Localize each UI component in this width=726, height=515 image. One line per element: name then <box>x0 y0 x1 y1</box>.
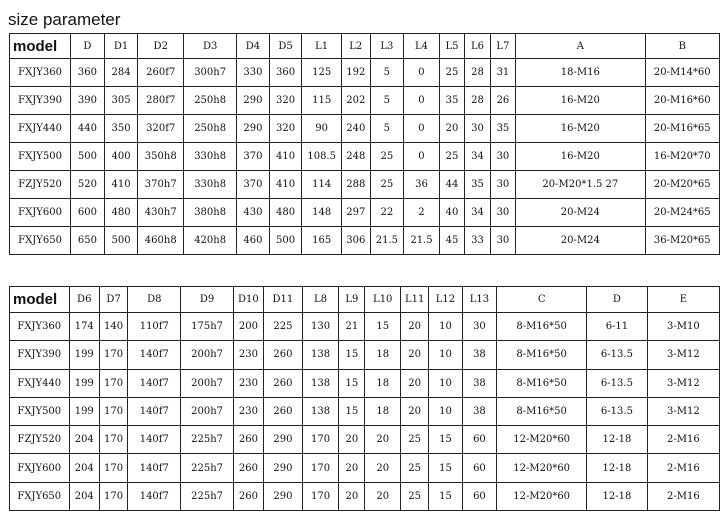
header-row <box>10 287 720 313</box>
value-cell: 10 <box>429 313 462 341</box>
value-cell: 290 <box>264 454 303 482</box>
value-cell: 21 <box>339 313 365 341</box>
value-cell: 20-M20*1.5 27 <box>516 171 645 199</box>
value-cell: 20-M16*65 <box>645 115 719 143</box>
value-cell: 225h7 <box>181 482 233 510</box>
value-cell: 20 <box>339 482 365 510</box>
value-cell: 8-M16*50 <box>497 369 587 397</box>
model-cell: FXJY440 <box>10 369 70 397</box>
value-cell: 12-M20*60 <box>497 482 587 510</box>
value-cell: 20 <box>365 426 401 454</box>
column-header: L3 <box>370 34 404 59</box>
value-cell: 12-18 <box>587 454 648 482</box>
value-cell: 199 <box>69 369 99 397</box>
value-cell: 15 <box>429 454 462 482</box>
value-cell: 20-M24 <box>516 227 645 255</box>
value-cell: 3-M12 <box>647 341 719 369</box>
value-cell: 200h7 <box>181 341 233 369</box>
value-cell: 0 <box>404 59 440 87</box>
value-cell: 38 <box>462 397 497 425</box>
column-header: D10 <box>233 287 263 313</box>
table-row <box>10 426 720 454</box>
column-header: L6 <box>465 34 490 59</box>
value-cell: 138 <box>302 369 339 397</box>
column-header: L10 <box>365 287 401 313</box>
value-cell: 6-13.5 <box>587 369 648 397</box>
model-cell: FXJY390 <box>10 341 70 369</box>
value-cell: 10 <box>429 369 462 397</box>
value-cell: 60 <box>462 482 497 510</box>
table-row <box>10 313 720 341</box>
value-cell: 18 <box>365 397 401 425</box>
value-cell: 0 <box>404 143 440 171</box>
value-cell: 305 <box>104 87 138 115</box>
value-cell: 6-13.5 <box>587 341 648 369</box>
value-cell: 3-M12 <box>647 369 719 397</box>
value-cell: 199 <box>69 397 99 425</box>
value-cell: 20 <box>401 369 429 397</box>
value-cell: 5 <box>370 115 404 143</box>
value-cell: 18 <box>365 341 401 369</box>
value-cell: 480 <box>269 199 302 227</box>
value-cell: 170 <box>302 454 339 482</box>
value-cell: 250h8 <box>184 87 237 115</box>
value-cell: 170 <box>99 454 127 482</box>
value-cell: 20 <box>401 397 429 425</box>
value-cell: 140f7 <box>128 369 181 397</box>
value-cell: 140f7 <box>128 426 181 454</box>
column-header: D3 <box>184 34 237 59</box>
value-cell: 40 <box>439 199 464 227</box>
value-cell: 12-18 <box>587 482 648 510</box>
value-cell: 25 <box>401 482 429 510</box>
value-cell: 25 <box>401 454 429 482</box>
value-cell: 15 <box>365 313 401 341</box>
table-row <box>10 171 720 199</box>
table-row <box>10 115 720 143</box>
value-cell: 250h8 <box>184 115 237 143</box>
model-cell: FXJY440 <box>10 115 71 143</box>
value-cell: 20 <box>339 426 365 454</box>
value-cell: 108.5 <box>302 143 342 171</box>
value-cell: 114 <box>302 171 342 199</box>
value-cell: 260 <box>264 397 303 425</box>
model-cell: FXJY360 <box>10 313 70 341</box>
value-cell: 21.5 <box>370 227 404 255</box>
value-cell: 290 <box>237 115 270 143</box>
value-cell: 30 <box>465 115 490 143</box>
value-cell: 230 <box>233 397 263 425</box>
value-cell: 360 <box>71 59 105 87</box>
value-cell: 260f7 <box>138 59 184 87</box>
value-cell: 410 <box>269 143 302 171</box>
value-cell: 290 <box>264 482 303 510</box>
value-cell: 165 <box>302 227 342 255</box>
value-cell: 284 <box>104 59 138 87</box>
value-cell: 500 <box>269 227 302 255</box>
value-cell: 26 <box>490 87 515 115</box>
value-cell: 10 <box>429 341 462 369</box>
value-cell: 140f7 <box>128 397 181 425</box>
value-cell: 30 <box>490 171 515 199</box>
value-cell: 140f7 <box>128 482 181 510</box>
value-cell: 35 <box>465 171 490 199</box>
value-cell: 12-M20*60 <box>497 454 587 482</box>
value-cell: 410 <box>104 171 138 199</box>
value-cell: 174 <box>69 313 99 341</box>
value-cell: 44 <box>439 171 464 199</box>
size-parameter-table-1 <box>9 33 720 255</box>
value-cell: 45 <box>439 227 464 255</box>
value-cell: 20-M16*60 <box>645 87 719 115</box>
value-cell: 38 <box>462 369 497 397</box>
value-cell: 370h7 <box>138 171 184 199</box>
value-cell: 8-M16*50 <box>497 397 587 425</box>
value-cell: 600 <box>71 199 105 227</box>
value-cell: 31 <box>490 59 515 87</box>
value-cell: 20-M14*60 <box>645 59 719 87</box>
value-cell: 28 <box>465 87 490 115</box>
value-cell: 30 <box>490 143 515 171</box>
value-cell: 170 <box>99 341 127 369</box>
value-cell: 0 <box>404 115 440 143</box>
value-cell: 199 <box>69 341 99 369</box>
model-cell: FZJY520 <box>10 426 70 454</box>
column-header: L11 <box>401 287 429 313</box>
page-title: size parameter <box>8 10 121 29</box>
value-cell: 12-M20*60 <box>497 426 587 454</box>
value-cell: 34 <box>465 199 490 227</box>
model-cell: FXJY600 <box>10 199 71 227</box>
value-cell: 204 <box>69 426 99 454</box>
model-column-header: model <box>10 287 70 313</box>
column-header: D <box>71 34 105 59</box>
value-cell: 20-M24 <box>516 199 645 227</box>
column-header: L4 <box>404 34 440 59</box>
size-parameter-table-2 <box>9 286 720 511</box>
value-cell: 360 <box>269 59 302 87</box>
value-cell: 204 <box>69 482 99 510</box>
column-header: L2 <box>342 34 371 59</box>
column-header: D6 <box>69 287 99 313</box>
column-header: L7 <box>490 34 515 59</box>
column-header: A <box>516 34 645 59</box>
value-cell: 15 <box>339 369 365 397</box>
value-cell: 138 <box>302 397 339 425</box>
value-cell: 21.5 <box>404 227 440 255</box>
value-cell: 35 <box>439 87 464 115</box>
value-cell: 20-M24*65 <box>645 199 719 227</box>
value-cell: 650 <box>71 227 105 255</box>
value-cell: 8-M16*50 <box>497 313 587 341</box>
model-cell: FXJY600 <box>10 454 70 482</box>
value-cell: 330 <box>237 59 270 87</box>
value-cell: 18-M16 <box>516 59 645 87</box>
value-cell: 34 <box>465 143 490 171</box>
value-cell: 5 <box>370 87 404 115</box>
value-cell: 330h8 <box>184 171 237 199</box>
value-cell: 110f7 <box>128 313 181 341</box>
column-header: D9 <box>181 287 233 313</box>
value-cell: 430 <box>237 199 270 227</box>
value-cell: 2-M16 <box>647 426 719 454</box>
model-cell: FXJY500 <box>10 397 70 425</box>
value-cell: 420h8 <box>184 227 237 255</box>
value-cell: 350h8 <box>138 143 184 171</box>
value-cell: 15 <box>429 482 462 510</box>
value-cell: 248 <box>342 143 371 171</box>
header-row <box>10 34 720 59</box>
value-cell: 230 <box>233 369 263 397</box>
table-row <box>10 482 720 510</box>
value-cell: 5 <box>370 59 404 87</box>
value-cell: 204 <box>69 454 99 482</box>
value-cell: 12-18 <box>587 426 648 454</box>
value-cell: 28 <box>465 59 490 87</box>
value-cell: 260 <box>233 454 263 482</box>
value-cell: 25 <box>370 171 404 199</box>
value-cell: 500 <box>104 227 138 255</box>
value-cell: 460 <box>237 227 270 255</box>
value-cell: 170 <box>99 426 127 454</box>
value-cell: 20 <box>401 313 429 341</box>
value-cell: 280f7 <box>138 87 184 115</box>
value-cell: 20-M20*65 <box>645 171 719 199</box>
table-row <box>10 87 720 115</box>
value-cell: 260 <box>264 341 303 369</box>
table-row <box>10 341 720 369</box>
value-cell: 370 <box>237 143 270 171</box>
column-header: L12 <box>429 287 462 313</box>
value-cell: 225h7 <box>181 454 233 482</box>
column-header: L9 <box>339 287 365 313</box>
value-cell: 20 <box>365 482 401 510</box>
value-cell: 306 <box>342 227 371 255</box>
value-cell: 240 <box>342 115 371 143</box>
value-cell: 430h7 <box>138 199 184 227</box>
value-cell: 2 <box>404 199 440 227</box>
value-cell: 20 <box>439 115 464 143</box>
column-header: L13 <box>462 287 497 313</box>
value-cell: 6-13.5 <box>587 397 648 425</box>
value-cell: 36 <box>404 171 440 199</box>
value-cell: 290 <box>264 426 303 454</box>
value-cell: 170 <box>99 369 127 397</box>
column-header: E <box>647 287 719 313</box>
value-cell: 38 <box>462 341 497 369</box>
value-cell: 260 <box>264 369 303 397</box>
value-cell: 30 <box>490 227 515 255</box>
value-cell: 36-M20*65 <box>645 227 719 255</box>
value-cell: 2-M16 <box>647 482 719 510</box>
value-cell: 225 <box>264 313 303 341</box>
value-cell: 18 <box>365 369 401 397</box>
value-cell: 290 <box>237 87 270 115</box>
model-cell: FZJY520 <box>10 171 71 199</box>
value-cell: 320 <box>269 115 302 143</box>
column-header: B <box>645 34 719 59</box>
value-cell: 440 <box>71 115 105 143</box>
column-header: D8 <box>128 287 181 313</box>
value-cell: 320 <box>269 87 302 115</box>
value-cell: 170 <box>99 397 127 425</box>
value-cell: 20 <box>365 454 401 482</box>
column-header: L8 <box>302 287 339 313</box>
value-cell: 60 <box>462 454 497 482</box>
table-row <box>10 199 720 227</box>
value-cell: 30 <box>462 313 497 341</box>
value-cell: 350 <box>104 115 138 143</box>
value-cell: 192 <box>342 59 371 87</box>
column-header: D2 <box>138 34 184 59</box>
table-row <box>10 454 720 482</box>
value-cell: 2-M16 <box>647 454 719 482</box>
table-row <box>10 227 720 255</box>
table-row <box>10 59 720 87</box>
value-cell: 16-M20 <box>516 143 645 171</box>
value-cell: 140f7 <box>128 454 181 482</box>
value-cell: 15 <box>339 397 365 425</box>
value-cell: 6-11 <box>587 313 648 341</box>
value-cell: 225h7 <box>181 426 233 454</box>
value-cell: 138 <box>302 341 339 369</box>
value-cell: 288 <box>342 171 371 199</box>
value-cell: 35 <box>490 115 515 143</box>
value-cell: 25 <box>439 59 464 87</box>
value-cell: 480 <box>104 199 138 227</box>
model-cell: FXJY360 <box>10 59 71 87</box>
value-cell: 10 <box>429 397 462 425</box>
value-cell: 140f7 <box>128 341 181 369</box>
table-row <box>10 369 720 397</box>
column-header: L5 <box>439 34 464 59</box>
value-cell: 30 <box>490 199 515 227</box>
value-cell: 380h8 <box>184 199 237 227</box>
column-header: D11 <box>264 287 303 313</box>
value-cell: 25 <box>439 143 464 171</box>
value-cell: 297 <box>342 199 371 227</box>
column-header: D7 <box>99 287 127 313</box>
value-cell: 170 <box>302 482 339 510</box>
column-header: D1 <box>104 34 138 59</box>
value-cell: 202 <box>342 87 371 115</box>
value-cell: 260 <box>233 482 263 510</box>
value-cell: 0 <box>404 87 440 115</box>
value-cell: 500 <box>71 143 105 171</box>
value-cell: 115 <box>302 87 342 115</box>
model-cell: FXJY650 <box>10 482 70 510</box>
value-cell: 170 <box>302 426 339 454</box>
value-cell: 20 <box>401 341 429 369</box>
value-cell: 90 <box>302 115 342 143</box>
value-cell: 320f7 <box>138 115 184 143</box>
value-cell: 3-M12 <box>647 397 719 425</box>
value-cell: 25 <box>401 426 429 454</box>
value-cell: 8-M16*50 <box>497 341 587 369</box>
value-cell: 410 <box>269 171 302 199</box>
value-cell: 20 <box>339 454 365 482</box>
value-cell: 130 <box>302 313 339 341</box>
value-cell: 33 <box>465 227 490 255</box>
value-cell: 390 <box>71 87 105 115</box>
value-cell: 330h8 <box>184 143 237 171</box>
column-header: D4 <box>237 34 270 59</box>
value-cell: 125 <box>302 59 342 87</box>
model-cell: FXJY500 <box>10 143 71 171</box>
model-column-header: model <box>10 34 71 59</box>
value-cell: 400 <box>104 143 138 171</box>
value-cell: 15 <box>429 426 462 454</box>
value-cell: 16-M20 <box>516 87 645 115</box>
value-cell: 520 <box>71 171 105 199</box>
value-cell: 22 <box>370 199 404 227</box>
value-cell: 148 <box>302 199 342 227</box>
value-cell: 175h7 <box>181 313 233 341</box>
value-cell: 300h7 <box>184 59 237 87</box>
column-header: C <box>497 287 587 313</box>
value-cell: 16-M20 <box>516 115 645 143</box>
value-cell: 170 <box>99 482 127 510</box>
table-row <box>10 143 720 171</box>
value-cell: 230 <box>233 341 263 369</box>
column-header: D5 <box>269 34 302 59</box>
value-cell: 200h7 <box>181 397 233 425</box>
value-cell: 460h8 <box>138 227 184 255</box>
value-cell: 25 <box>370 143 404 171</box>
value-cell: 15 <box>339 341 365 369</box>
model-cell: FXJY390 <box>10 87 71 115</box>
value-cell: 200h7 <box>181 369 233 397</box>
model-cell: FXJY650 <box>10 227 71 255</box>
value-cell: 140 <box>99 313 127 341</box>
table-row <box>10 397 720 425</box>
value-cell: 370 <box>237 171 270 199</box>
value-cell: 16-M20*70 <box>645 143 719 171</box>
value-cell: 3-M10 <box>647 313 719 341</box>
value-cell: 260 <box>233 426 263 454</box>
value-cell: 60 <box>462 426 497 454</box>
column-header: L1 <box>302 34 342 59</box>
value-cell: 200 <box>233 313 263 341</box>
column-header: D <box>587 287 648 313</box>
